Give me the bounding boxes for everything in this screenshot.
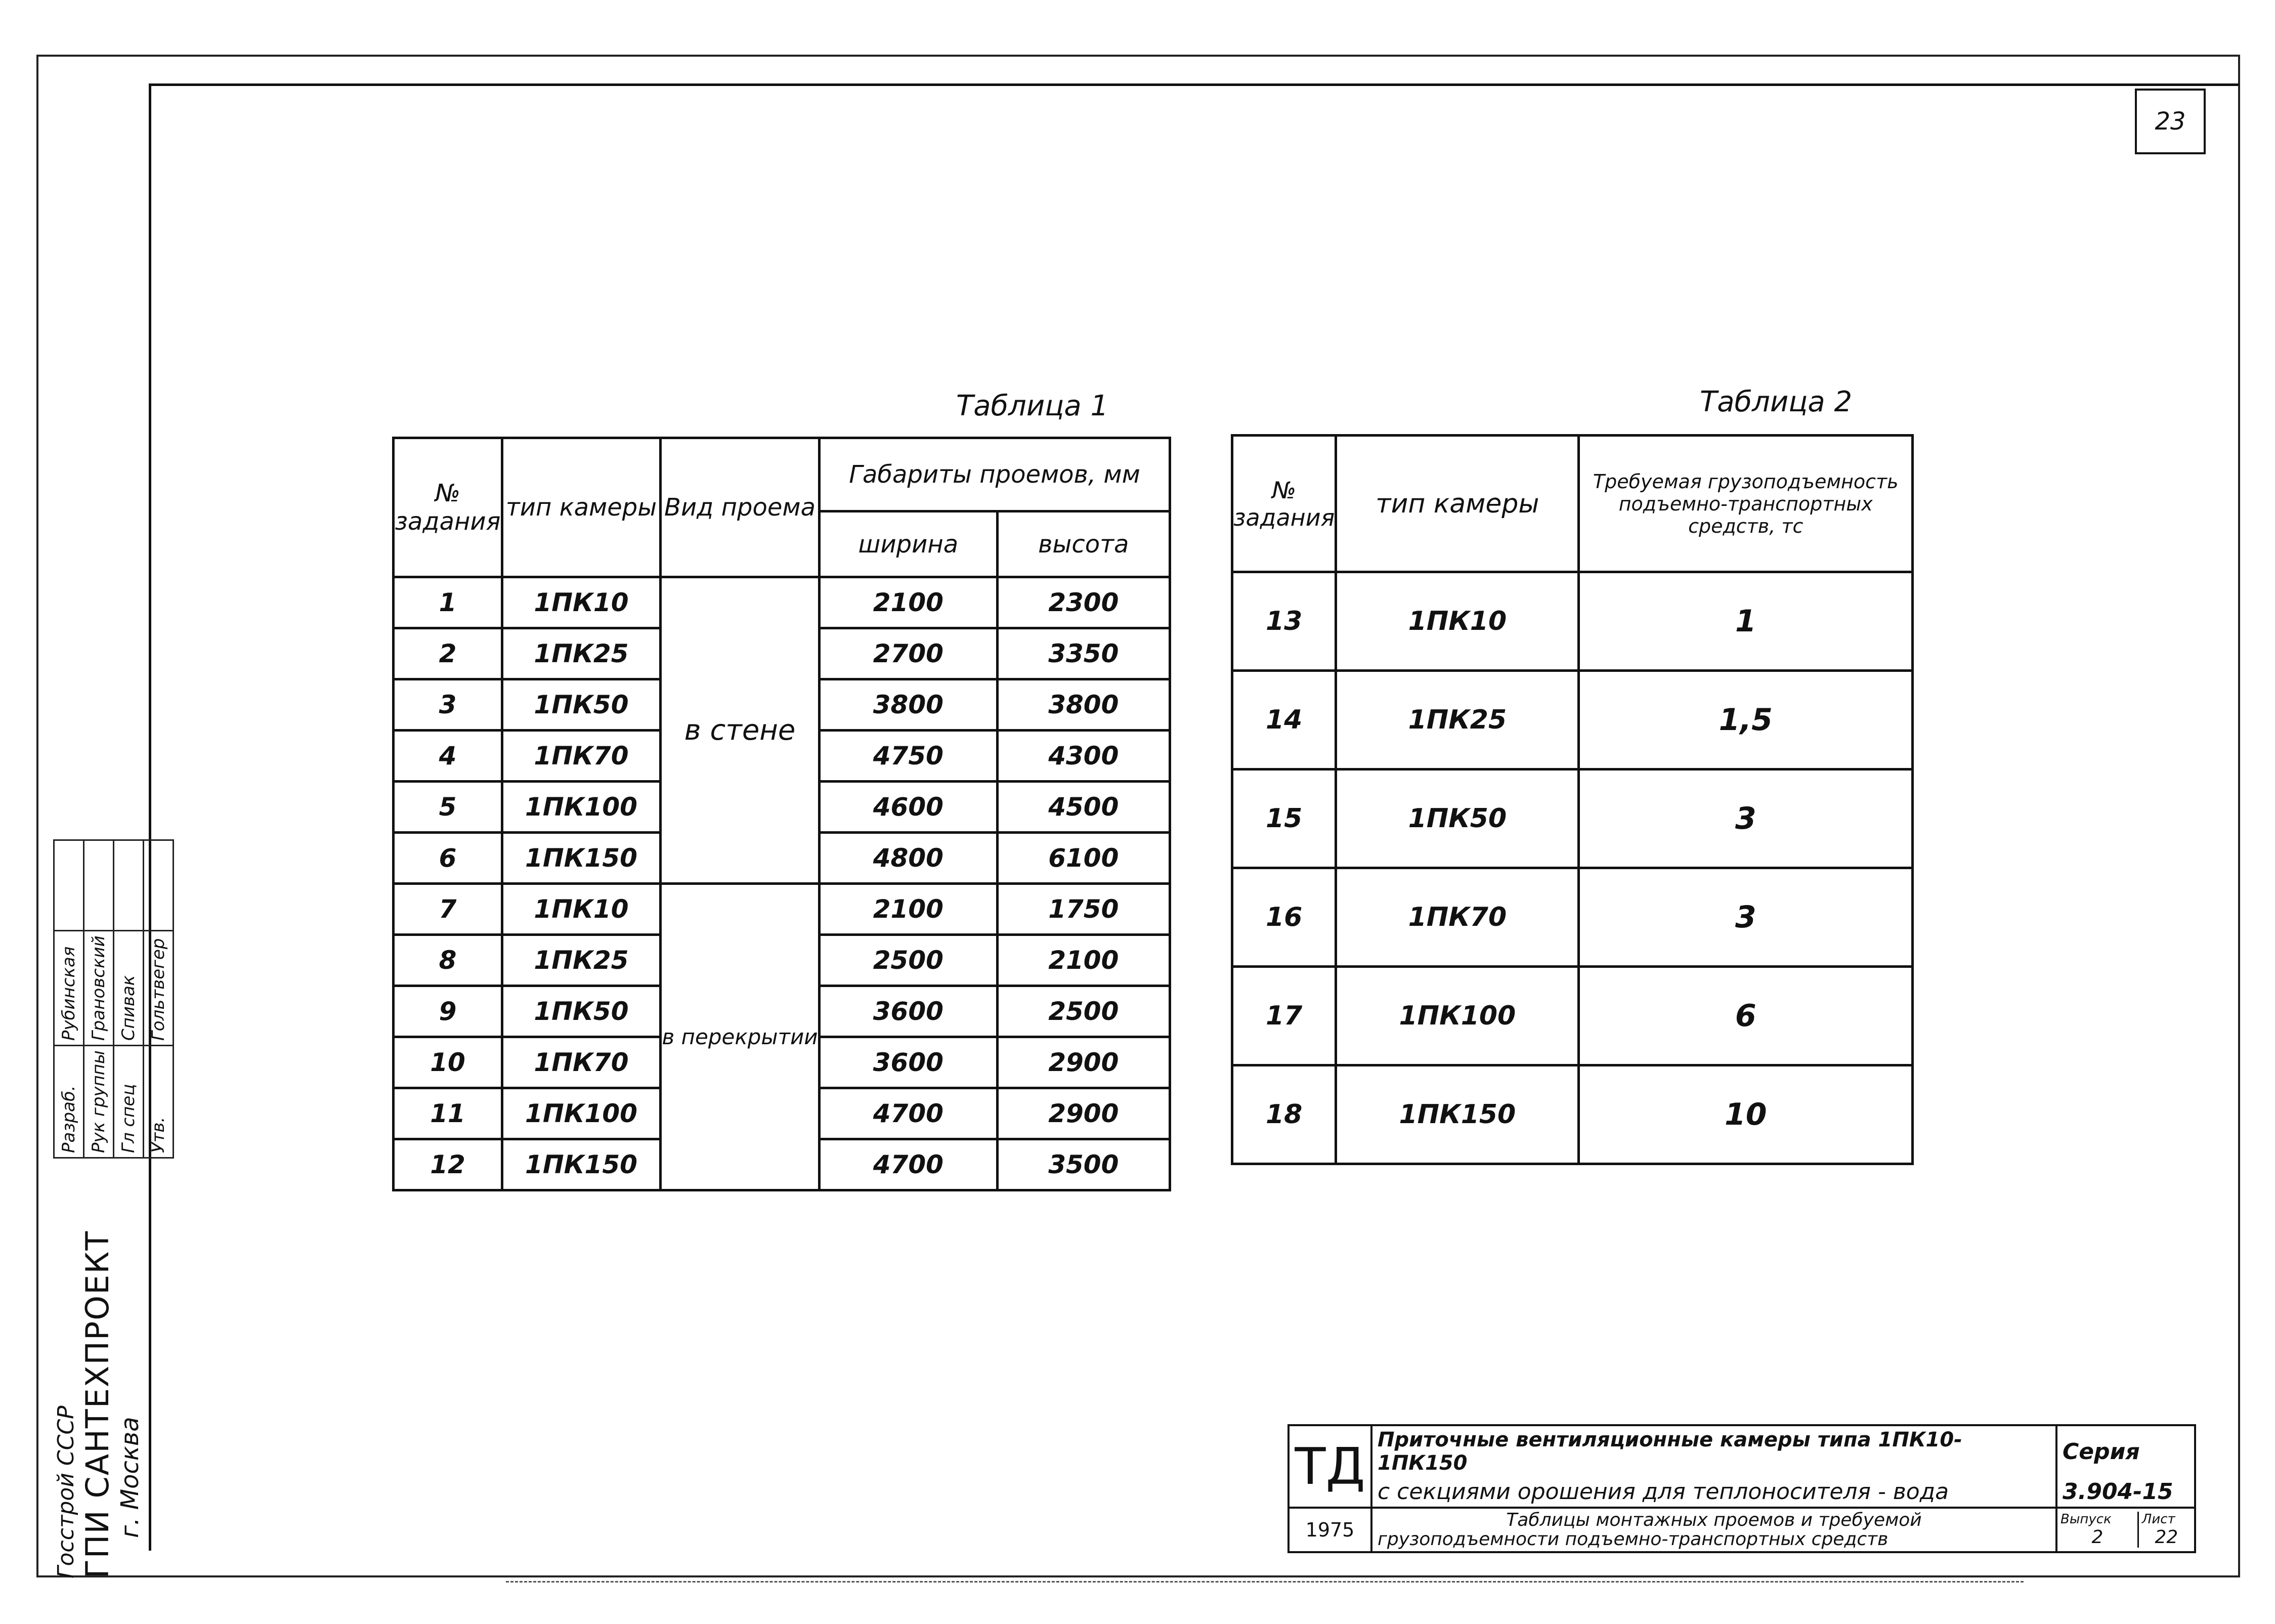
t2-row-type: 1ПК25	[1336, 671, 1579, 770]
t2-row-num: 13	[1232, 572, 1336, 671]
t1-row-type: 1ПК10	[502, 884, 660, 935]
t2-row-num: 14	[1232, 671, 1336, 770]
signature-2	[84, 840, 114, 931]
series-value: 3.904-15	[2056, 1477, 2195, 1508]
t1-row-type: 1ПК50	[502, 679, 660, 731]
t1-header-type: тип камеры	[502, 438, 660, 577]
t1-row-num: 1	[394, 577, 502, 628]
table2	[1231, 434, 1914, 1165]
t1-header-height: высота	[997, 511, 1170, 577]
t2-row-capacity: 3	[1579, 868, 1913, 967]
name-3: Спивак	[114, 931, 144, 1046]
t1-row-width: 4800	[820, 833, 998, 884]
signature-table	[53, 839, 174, 1159]
issue-value: 2	[2057, 1527, 2138, 1548]
side-stamp	[53, 839, 174, 1578]
t1-row-type: 1ПК10	[502, 577, 660, 628]
t1-row-width: 2700	[820, 628, 998, 679]
t1-row-height: 6100	[997, 833, 1170, 884]
t1-row-type: 1ПК70	[502, 731, 660, 782]
t2-row-num: 17	[1232, 967, 1336, 1065]
t2-row-type: 1ПК70	[1336, 868, 1579, 967]
t1-row-width: 3800	[820, 679, 998, 731]
t2-row-capacity: 3	[1579, 770, 1913, 868]
t1-row-height: 1750	[997, 884, 1170, 935]
role-4: Утв.	[144, 1046, 174, 1158]
name-1: Рубинская	[54, 931, 84, 1046]
t1-row-height: 2900	[997, 1037, 1170, 1088]
org-line1: Госстрой СССР	[53, 1405, 79, 1578]
t1-row-height: 2300	[997, 577, 1170, 628]
t1-row-height: 4300	[997, 731, 1170, 782]
t1-row-type: 1ПК25	[502, 628, 660, 679]
role-1: Разраб.	[54, 1046, 84, 1158]
t1-row-height: 2900	[997, 1088, 1170, 1139]
t1-row-type: 1ПК50	[502, 986, 660, 1037]
t1-row-type: 1ПК100	[502, 782, 660, 833]
table-row	[1232, 1065, 1913, 1164]
t1-row-width: 4600	[820, 782, 998, 833]
t1-row-height: 4500	[997, 782, 1170, 833]
signature-1	[54, 840, 84, 931]
table-row	[1232, 868, 1913, 967]
t1-row-width: 4700	[820, 1139, 998, 1190]
table-row	[394, 884, 1170, 935]
issue-sheet	[2056, 1508, 2195, 1552]
t1-row-width: 3600	[820, 986, 998, 1037]
table-row	[1232, 967, 1913, 1065]
t1-row-num: 3	[394, 679, 502, 731]
t1-row-type: 1ПК150	[502, 1139, 660, 1190]
signature-4	[144, 840, 174, 931]
role-2: Рук группы	[84, 1046, 114, 1158]
t1-row-width: 2100	[820, 884, 998, 935]
org-line2: ГПИ САНТЕХПРОЕКТ	[79, 1230, 116, 1578]
t2-row-capacity: 1	[1579, 572, 1913, 671]
table-row	[394, 577, 1170, 628]
t2-row-type: 1ПК150	[1336, 1065, 1579, 1164]
t2-header-type: тип камеры	[1336, 436, 1579, 572]
subtitle-line2: грузоподъемности подъемно-транспортных средств	[1378, 1528, 1888, 1550]
t1-row-type: 1ПК25	[502, 935, 660, 986]
t1-row-width: 3600	[820, 1037, 998, 1088]
t2-row-capacity: 10	[1579, 1065, 1913, 1164]
t2-header-capacity: Требуемая грузоподъемность подъемно-транспортных средств, тс	[1579, 436, 1913, 572]
t2-row-capacity: 1,5	[1579, 671, 1913, 770]
page-number: 23	[2135, 89, 2206, 154]
t1-header-kind: Вид проема	[660, 438, 819, 577]
signature-3	[114, 840, 144, 931]
t1-row-height: 3500	[997, 1139, 1170, 1190]
t2-row-num: 16	[1232, 868, 1336, 967]
title-line2: с секциями орошения для теплоносителя - вода	[1371, 1477, 2056, 1508]
table1-caption: Таблица 1	[956, 390, 1109, 422]
org-line3: г. Москва	[116, 1417, 144, 1538]
t2-header-num: № задания	[1232, 436, 1336, 572]
t2-row-num: 18	[1232, 1065, 1336, 1164]
subtitle-line1: Таблицы монтажных проемов и требуемой	[1506, 1510, 1922, 1530]
title-line1: Приточные вентиляционные камеры типа 1ПК10-1ПК150	[1371, 1425, 2056, 1477]
t1-row-width: 2100	[820, 577, 998, 628]
t1-row-height: 2100	[997, 935, 1170, 986]
t1-row-height: 2500	[997, 986, 1170, 1037]
t1-row-num: 12	[394, 1139, 502, 1190]
year: 1975	[1289, 1508, 1371, 1552]
title-block	[1287, 1424, 2196, 1553]
t1-header-dims: Габариты проемов, мм	[820, 438, 1170, 511]
t1-row-height: 3800	[997, 679, 1170, 731]
t1-row-num: 10	[394, 1037, 502, 1088]
doc-mark: ТД	[1289, 1425, 1371, 1508]
t1-group-wall: в стене	[660, 577, 819, 884]
t1-row-type: 1ПК70	[502, 1037, 660, 1088]
t1-row-type: 1ПК100	[502, 1088, 660, 1139]
role-3: Гл спец	[114, 1046, 144, 1158]
t2-row-type: 1ПК10	[1336, 572, 1579, 671]
t2-row-num: 15	[1232, 770, 1336, 868]
t1-header-width: ширина	[820, 511, 998, 577]
t2-row-capacity: 6	[1579, 967, 1913, 1065]
t1-row-num: 4	[394, 731, 502, 782]
sheet-value: 22	[2155, 1527, 2178, 1548]
t2-row-type: 1ПК100	[1336, 967, 1579, 1065]
table-row	[1232, 770, 1913, 868]
t1-row-height: 3350	[997, 628, 1170, 679]
t1-row-num: 2	[394, 628, 502, 679]
t1-header-num: № задания	[394, 438, 502, 577]
t1-row-num: 8	[394, 935, 502, 986]
name-2: Грановский	[84, 931, 114, 1046]
t2-row-type: 1ПК50	[1336, 770, 1579, 868]
t1-row-num: 9	[394, 986, 502, 1037]
table2-caption: Таблица 2	[1700, 386, 1853, 418]
t1-row-num: 11	[394, 1088, 502, 1139]
series-label: Серия	[2056, 1425, 2195, 1477]
t1-row-num: 6	[394, 833, 502, 884]
bottom-divider	[506, 1581, 2024, 1583]
t1-row-type: 1ПК150	[502, 833, 660, 884]
t1-row-num: 7	[394, 884, 502, 935]
table-row	[1232, 671, 1913, 770]
t1-row-width: 2500	[820, 935, 998, 986]
t1-group-floor: в перекрытии	[660, 884, 819, 1190]
table-row	[1232, 572, 1913, 671]
t1-row-num: 5	[394, 782, 502, 833]
table1	[392, 437, 1171, 1191]
name-4: Гольтвегер	[144, 931, 174, 1046]
sheet-label: Лист	[2141, 1512, 2175, 1527]
t1-row-width: 4750	[820, 731, 998, 782]
subtitle	[1371, 1508, 2056, 1552]
issue-label: Выпуск	[2057, 1512, 2138, 1527]
t1-row-width: 4700	[820, 1088, 998, 1139]
